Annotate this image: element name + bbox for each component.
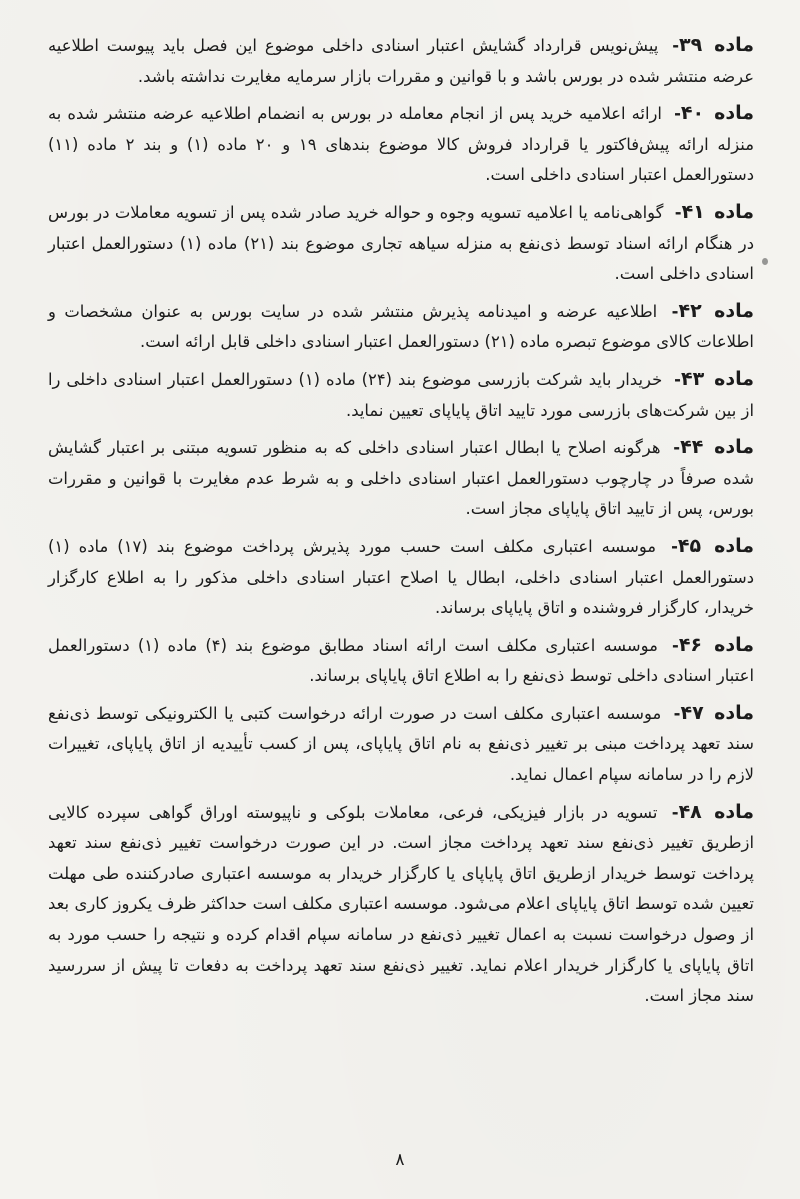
- article-text: اطلاعیه عرضه و امیدنامه پذیرش منتشر شده در سایت بورس به عنوان مشخصات و اطلاعات کالای موضوع تبصره ماده (۲۱) دستورالعمل اعتبار اسنادی داخلی قابل ارائه است.: [48, 301, 754, 352]
- article-dash: -: [674, 202, 682, 222]
- article-dash: -: [671, 301, 679, 321]
- page-number: ۸: [395, 1150, 405, 1170]
- article-number: ۴۶: [678, 633, 703, 656]
- article-label: ماده: [714, 299, 754, 322]
- article-39: [48, 30, 754, 92]
- article-dash: -: [671, 802, 679, 822]
- article-number: ۴۸: [678, 800, 702, 823]
- article-number: ۳۹: [679, 34, 703, 56]
- article-number: ۴۱: [681, 200, 705, 223]
- article-43: [48, 364, 754, 426]
- article-number: ۴۷: [680, 701, 704, 724]
- article-label: ماده: [714, 102, 755, 125]
- article-dash: -: [674, 369, 681, 389]
- article-label: ماده: [714, 701, 754, 724]
- article-number: ۴۵: [677, 534, 702, 557]
- article-dash: -: [672, 36, 680, 55]
- article-42: [48, 296, 754, 358]
- article-label: ماده: [714, 534, 754, 557]
- article-text: هرگونه اصلاح یا ابطال اعتبار اسنادی داخلی که به منظور تسویه مبتنی بر اعتبار گشایش شده صرفاً در چارچوب دستورالعمل اعتبار اسنادی داخلی و به شرط عدم مغایرت با قوانین و مقررات بورس، پس از تایید اتاق پایاپای مجاز است.: [48, 438, 754, 519]
- article-dash: -: [674, 104, 681, 124]
- article-dash: -: [673, 703, 681, 723]
- article-text: گواهی‌نامه یا اعلامیه تسویه وجوه و حواله خرید صادر شده پس از تسویه معاملات در بورس در هنگام ارائه اسناد توسط ذی‌نفع به منزله سیاهه تجاری موضوع بند (۲۱) ماده (۱) دستورالعمل اعتبار اسنادی داخلی است.: [48, 202, 755, 284]
- article-number: ۴۲: [678, 299, 702, 322]
- article-text: ارائه اعلامیه خرید پس از انجام معامله در بورس به انضمام اطلاعیه عرضه منتشر شده به منزله ارائه پیش‌فاکتور یا قرارداد فروش کالا موضوع بندهای ۱۹ و ۲۰ ماده (۱) و بند ۲ ماده (۱۱) دستورالعمل اعتبار اسنادی داخلی است.: [48, 104, 754, 185]
- article-41: [48, 197, 754, 290]
- article-text: خریدار باید شرکت بازرسی موضوع بند (۲۴) ماده (۱) دستورالعمل اعتبار اسنادی داخلی را از بین شرکت‌های بازرسی مورد تایید اتاق پایاپای تعیین نماید.: [48, 369, 754, 420]
- article-dash: -: [673, 438, 681, 458]
- article-label: ماده: [714, 436, 754, 459]
- article-dash: -: [671, 536, 678, 556]
- article-text: موسسه اعتباری مکلف است حسب مورد پذیرش پرداخت موضوع بند (۱۷) ماده (۱) دستورالعمل اعتبار اسنادی داخلی، ابطال یا اصلاح اعتبار اسنادی داخلی مذکور را به اطلاع کارگزار خریدار، کارگزار فروشنده و اتاق پایاپای برساند.: [48, 536, 754, 618]
- paper-spot: [762, 258, 768, 265]
- article-number: ۴۳: [680, 367, 705, 390]
- article-44: [48, 432, 754, 525]
- article-text: پیش‌نویس قرارداد گشایش اعتبار اسنادی داخلی موضوع این فصل باید پیوست اطلاعیه عرضه منتشر شده در بورس باشد و با قوانین و مقررات بازار سرمایه مغایرت نداشته باشد.: [48, 36, 754, 86]
- article-48: [48, 797, 754, 1012]
- article-label: ماده: [714, 200, 754, 223]
- article-text: تسویه در بازار فیزیکی، فرعی، معاملات بلوکی و ناپیوسته اوراق گواهی سپرده کالایی ازطریق تغییر ذی‌نفع سند تعهد پرداخت مجاز است. در این صورت درخواست تغییر ذی‌نفع سند تعهد پرداخت توسط خریدار ازطریق اتاق پایاپای یا کارگزار خریدار به موسسه اعتباری صادرکننده طی مهلت تعیین شده توسط اتاق پایاپای اعلام می‌شود. موسسه اعتباری مکلف است حداکثر ظرف یکروز کاری بعد از وصول درخواست نسبت به اعمال تغییر ذی‌نفع در سامانه سپام اقدام کرده و نتیجه را حسب مورد به اتاق پایاپای یا کارگزار خریدار اعلام نماید. تغییر ذی‌نفع سند تعهد پرداخت به دفعات تا پیش از سررسید سند مجاز است.: [48, 802, 754, 1006]
- article-40: [48, 98, 754, 191]
- article-text: موسسه اعتباری مکلف است در صورت ارائه درخواست کتبی یا الکترونیکی توسط ذی‌نفع سند تعهد پرداخت مبنی بر تغییر ذی‌نفع به نام اتاق پایاپای، پس از کسب تأییدیه از اتاق پایاپای، تغییرات لازم را در سامانه سپام اعمال نماید.: [48, 703, 754, 785]
- article-label: ماده: [714, 800, 754, 823]
- article-number: ۴۰: [680, 102, 705, 125]
- article-47: [48, 698, 754, 791]
- article-45: [48, 531, 754, 624]
- article-46: [48, 630, 754, 692]
- article-text: موسسه اعتباری مکلف است ارائه اسناد مطابق موضوع بند (۴) ماده (۱) دستورالعمل اعتبار اسنادی داخلی توسط ذی‌نفع را به اطلاع اتاق پایاپای برساند.: [48, 635, 754, 686]
- article-number: ۴۴: [680, 436, 704, 459]
- article-label: ماده: [714, 367, 754, 390]
- article-label: ماده: [714, 633, 755, 656]
- article-label: ماده: [714, 34, 754, 56]
- article-dash: -: [672, 635, 679, 655]
